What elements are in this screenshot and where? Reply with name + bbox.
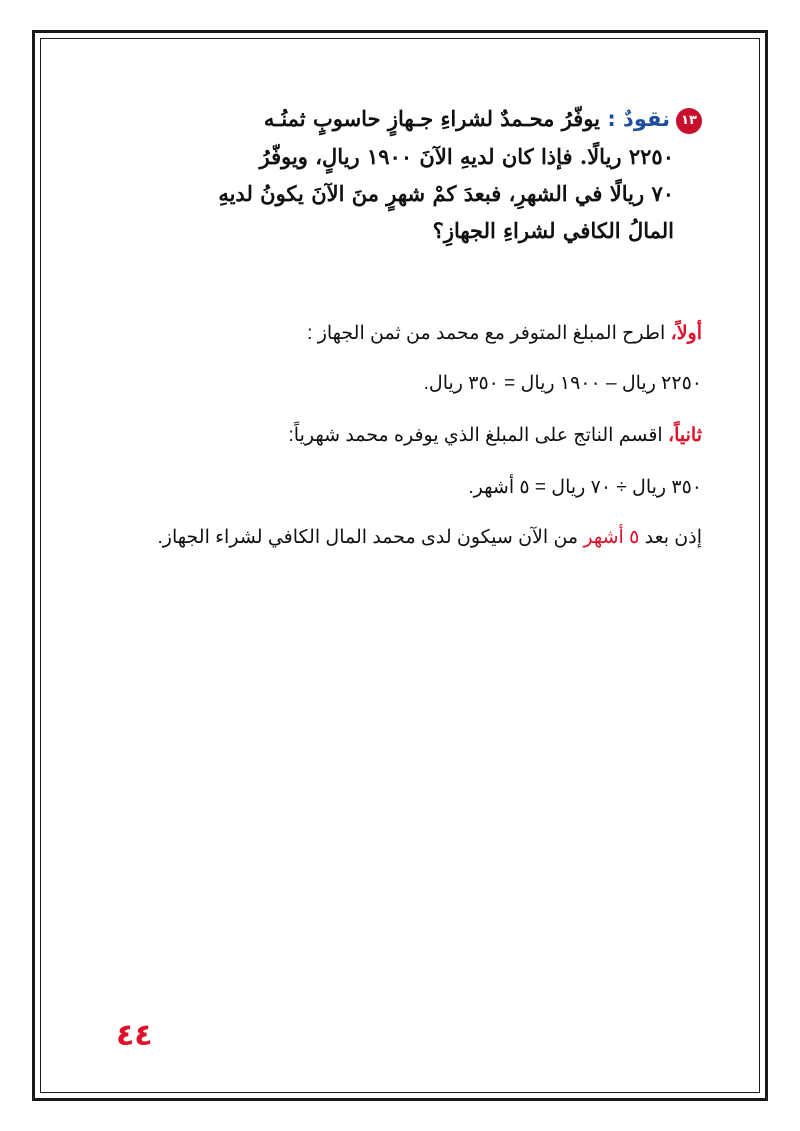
solution-step-2-equation: ٣٥٠ ريال ÷ ٧٠ ريال = ٥ أشهر. bbox=[468, 477, 702, 498]
solution-step-1 bbox=[82, 322, 702, 345]
conclusion-pre: إذن بعد bbox=[639, 527, 702, 548]
problem-line-3: ٧٠ ريالًا في الشهرِ، فبعدَ كمْ شهرٍ منَ الآنَ يكونُ لديهِ bbox=[218, 181, 674, 206]
problem-line-2: ٢٢٥٠ ريالًا. فإذا كان لديهِ الآنَ ١٩٠٠ ريالٍ، ويوفّرُ bbox=[259, 144, 674, 169]
problem-text-1: يوفّرُ محـمدٌ لشراءِ جـهازٍ حاسوبٍ ثمنُـه bbox=[263, 106, 601, 131]
problem-topic: نقودٌ : bbox=[607, 107, 670, 131]
step1-text: اطرح المبلغ المتوفر مع محمد من ثمن الجهاز : bbox=[307, 323, 671, 344]
conclusion-highlight: ٥ أشهر bbox=[583, 527, 640, 548]
problem-line-4: المالُ الكافي لشراءِ الجهازِ؟ bbox=[432, 218, 674, 243]
problem-line-1 bbox=[102, 100, 702, 138]
problem-number-badge: ١٣ bbox=[676, 108, 702, 134]
step1-label: أولاً، bbox=[670, 323, 702, 344]
page-number: ٤٤ bbox=[116, 1018, 153, 1053]
problem-block bbox=[102, 100, 702, 249]
conclusion-post: من الآن سيكون لدى محمد المال الكافي لشراء الجهاز. bbox=[157, 527, 584, 548]
solution-conclusion bbox=[82, 526, 702, 549]
solution-step-1-equation: ٢٢٥٠ ريال – ١٩٠٠ ريال = ٣٥٠ ريال. bbox=[423, 373, 702, 394]
step2-label: ثانياً، bbox=[667, 425, 702, 446]
solution-step-2 bbox=[82, 424, 702, 447]
step2-text: اقسم الناتج على المبلغ الذي يوفره محمد شهرياً: bbox=[288, 425, 668, 446]
